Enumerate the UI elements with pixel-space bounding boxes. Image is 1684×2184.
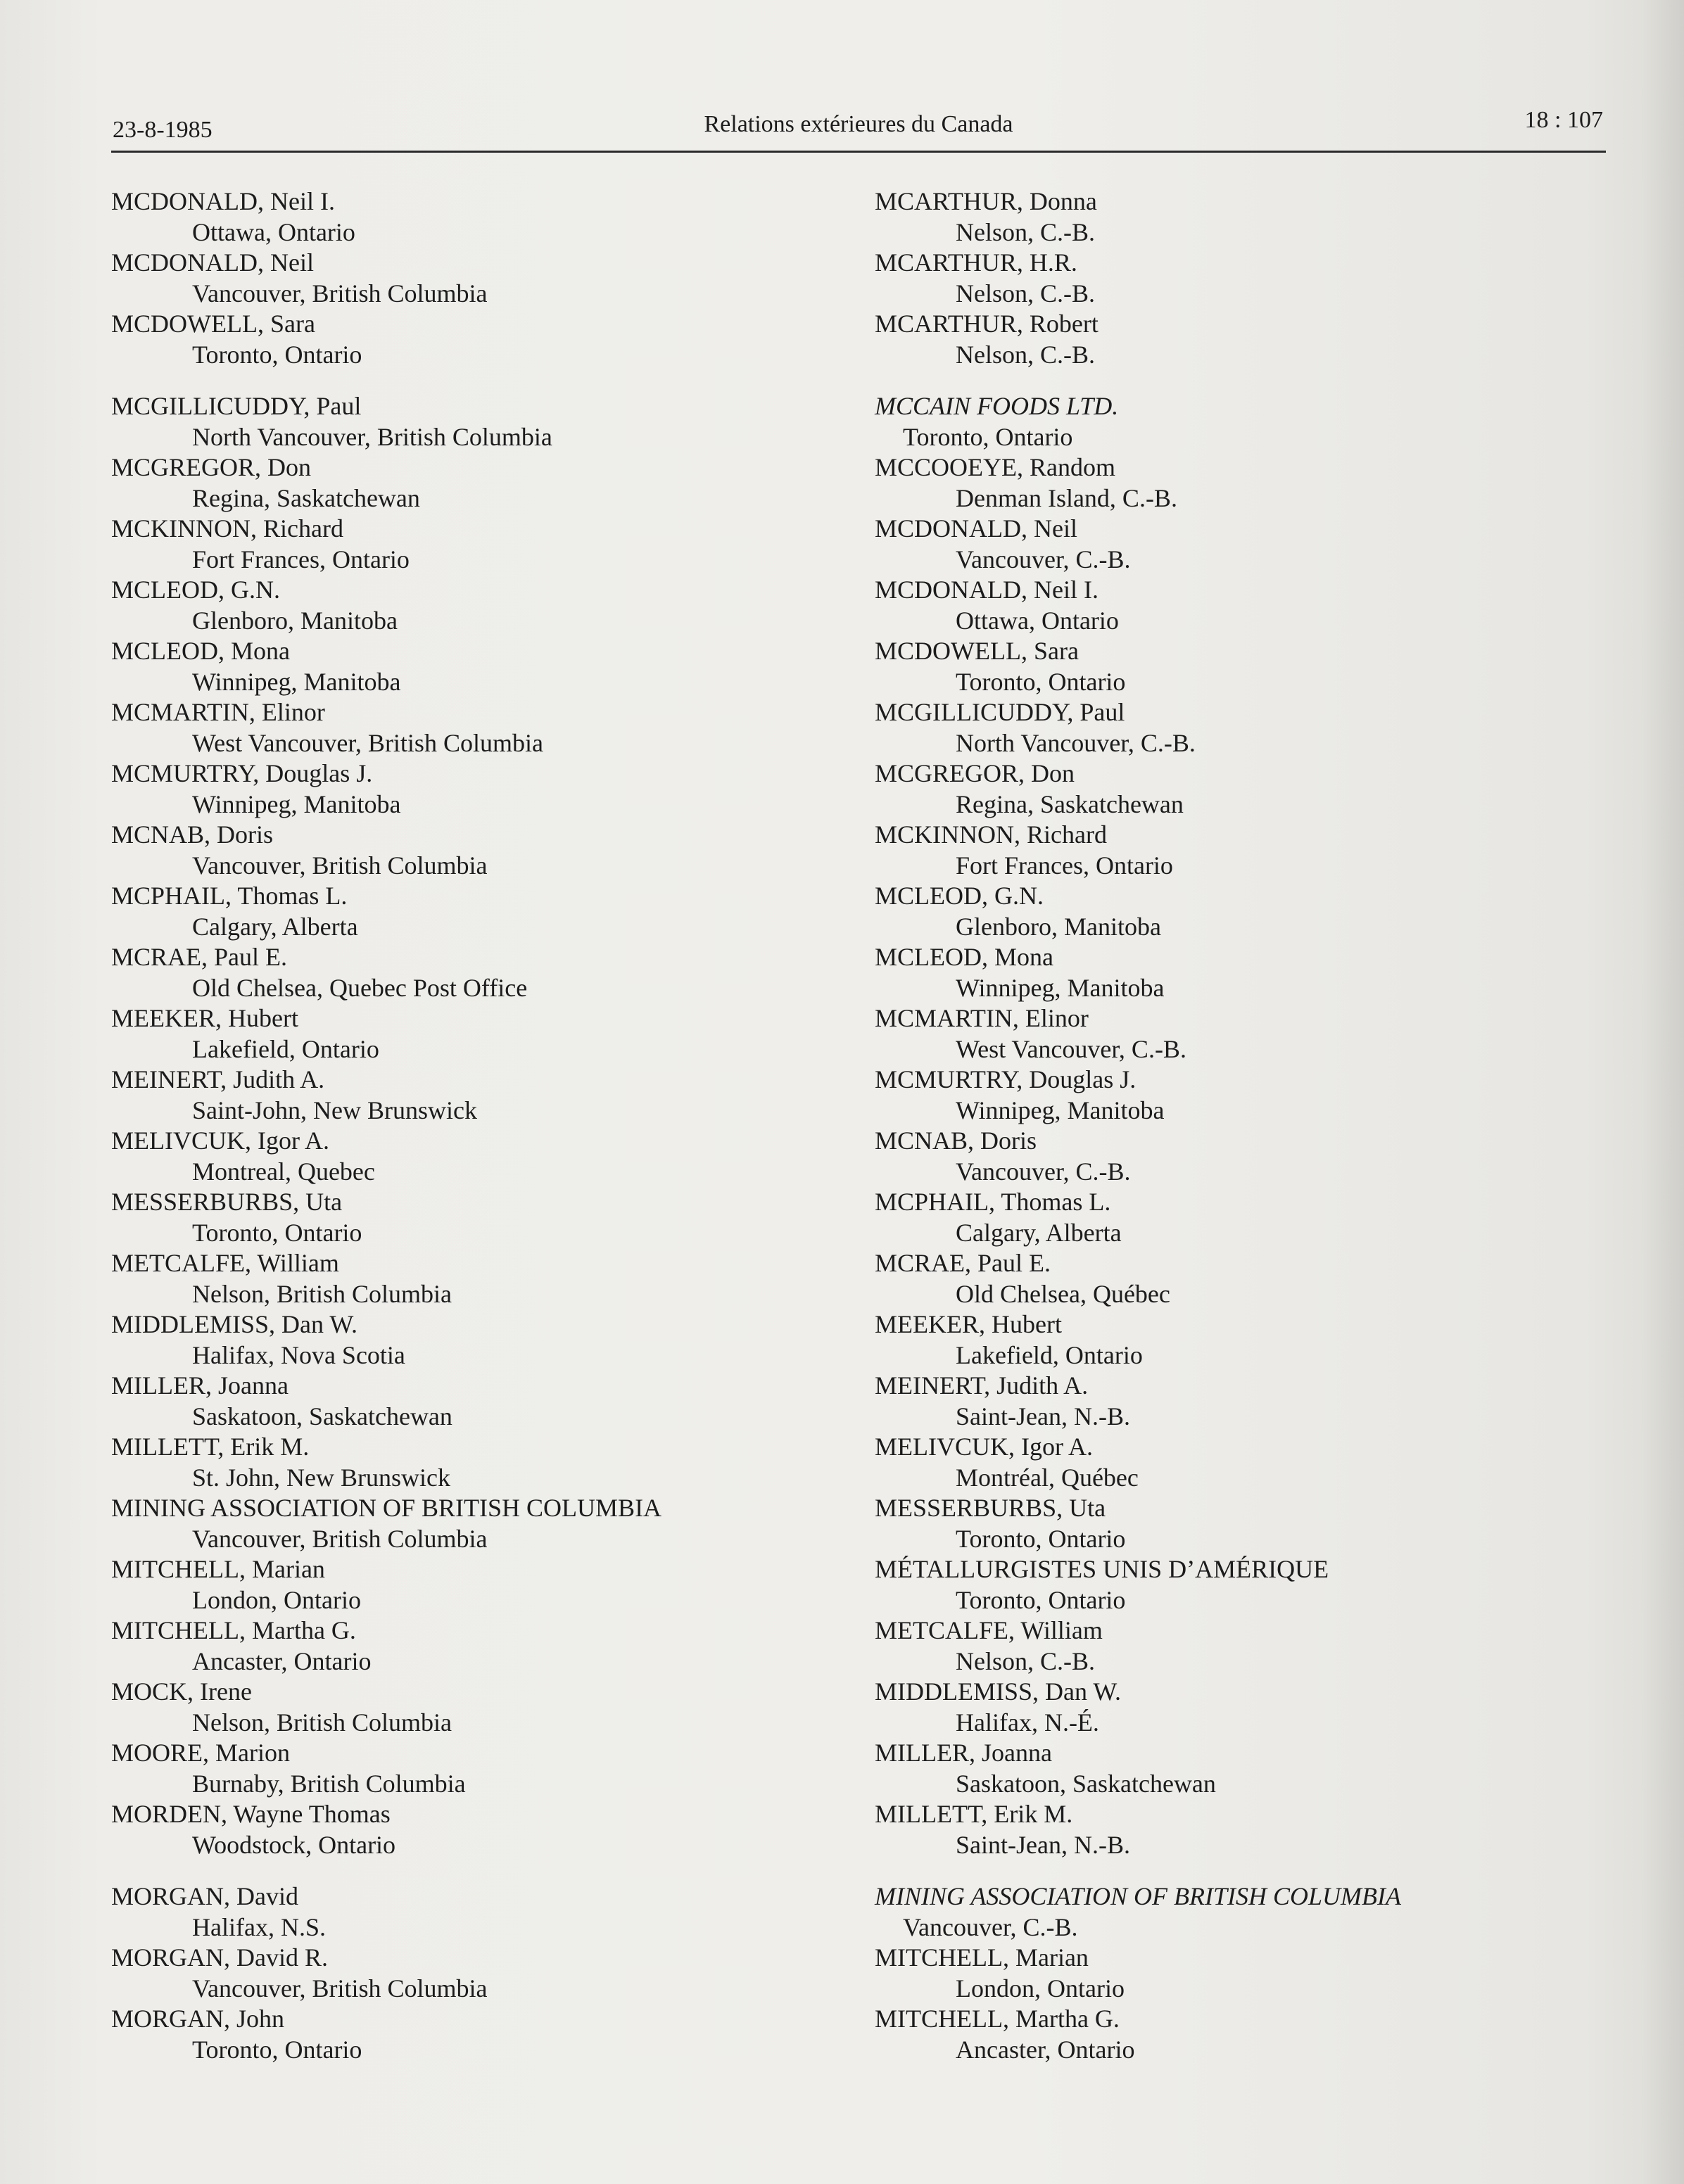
list-item <box>875 1615 1635 1677</box>
entry-name: MELIVCUK, Igor A. <box>111 1126 329 1155</box>
list-item <box>111 1432 871 1493</box>
entry-name: MINING ASSOCIATION OF BRITISH COLUMBIA <box>111 1494 662 1522</box>
entry-name: MIDDLEMISS, Dan W. <box>875 1677 1122 1706</box>
entry-location: Vancouver, C.-B. <box>956 545 1131 573</box>
entry-name: MCCOOEYE, Random <box>875 453 1115 481</box>
entry-location: Vancouver, British Columbia <box>192 851 488 880</box>
entry-location: Ottawa, Ontario <box>192 217 355 246</box>
entry-name: MORGAN, David <box>111 1882 298 1910</box>
entry-location: Winnipeg, Manitoba <box>192 789 401 818</box>
entry-location: Ottawa, Ontario <box>956 606 1119 635</box>
entry-location: Saint-John, New Brunswick <box>192 1096 477 1124</box>
entry-location: Ancaster, Ontario <box>192 1646 372 1675</box>
list-item <box>875 1677 1635 1738</box>
entry-location: Denman Island, C.-B. <box>956 483 1177 512</box>
list-item <box>875 1799 1635 1860</box>
entry-name: MCNAB, Doris <box>875 1126 1037 1155</box>
list-item <box>111 1493 871 1554</box>
entry-location: Calgary, Alberta <box>956 1218 1122 1247</box>
list-item <box>111 1187 871 1248</box>
entry-location: Toronto, Ontario <box>956 1524 1126 1553</box>
list-item <box>875 820 1635 881</box>
entry-name: METCALFE, William <box>111 1249 339 1277</box>
entry-name: MCRAE, Paul E. <box>875 1249 1051 1277</box>
entry-name: MEEKER, Hubert <box>875 1310 1062 1338</box>
entry-name: MORDEN, Wayne Thomas <box>111 1800 391 1828</box>
entry-name: MITCHELL, Martha G. <box>111 1616 356 1644</box>
list-item <box>875 1432 1635 1493</box>
entry-name: MILLETT, Erik M. <box>111 1433 310 1461</box>
entry-name: MIDDLEMISS, Dan W. <box>111 1310 358 1338</box>
list-item <box>111 1003 871 1065</box>
entry-location: Halifax, N.S. <box>192 1912 326 1941</box>
entry-location: Nelson, C.-B. <box>956 1646 1095 1675</box>
entry-name: MCLEOD, Mona <box>875 943 1053 971</box>
entry-location: Regina, Saskatchewan <box>192 483 420 512</box>
entry-location: Vancouver, British Columbia <box>192 1974 488 2002</box>
list-item <box>875 1493 1635 1554</box>
list-item <box>111 309 871 370</box>
list-item <box>111 1126 871 1187</box>
entry-location: Toronto, Ontario <box>192 1218 362 1247</box>
entry-name: MCNAB, Doris <box>111 820 274 849</box>
entry-location: West Vancouver, C.-B. <box>956 1034 1186 1063</box>
entry-location: Winnipeg, Manitoba <box>192 667 401 696</box>
entry-location: Winnipeg, Manitoba <box>956 973 1165 1002</box>
entry-location: Calgary, Alberta <box>192 912 358 941</box>
list-item <box>111 697 871 758</box>
list-item <box>875 1248 1635 1309</box>
list-item <box>111 391 871 452</box>
entry-location: London, Ontario <box>956 1974 1125 2002</box>
list-item <box>111 1943 871 2004</box>
page-header <box>111 107 1606 153</box>
entry-location: North Vancouver, British Columbia <box>192 422 552 451</box>
list-item <box>111 942 871 1003</box>
entry-name: MCGILLICUDDY, Paul <box>111 392 362 420</box>
entry-location: Lakefield, Ontario <box>956 1340 1143 1369</box>
list-item <box>111 1309 871 1371</box>
list-item <box>111 1881 871 1943</box>
entry-location: Glenboro, Manitoba <box>192 606 398 635</box>
entry-location: Nelson, C.-B. <box>956 279 1095 307</box>
entry-location: Halifax, Nova Scotia <box>192 1340 405 1369</box>
entry-name: MCCAIN FOODS LTD. <box>875 392 1119 420</box>
list-item <box>875 309 1635 370</box>
list-item <box>875 1309 1635 1371</box>
entry-location: Toronto, Ontario <box>956 667 1126 696</box>
list-item <box>875 1943 1635 2004</box>
list-item <box>875 942 1635 1003</box>
entry-name: MCDONALD, Neil I. <box>111 187 335 215</box>
entry-name: MCLEOD, Mona <box>111 637 290 665</box>
entry-location: Saint-Jean, N.-B. <box>956 1402 1130 1430</box>
list-item <box>111 1065 871 1126</box>
entry-name: MESSERBURBS, Uta <box>111 1188 343 1216</box>
entry-location: Nelson, British Columbia <box>192 1708 452 1737</box>
entry-name: MITCHELL, Marian <box>875 1943 1089 1972</box>
entry-location: Lakefield, Ontario <box>192 1034 379 1063</box>
entry-name: MCARTHUR, H.R. <box>875 248 1077 277</box>
list-item <box>875 697 1635 758</box>
list-item <box>111 758 871 820</box>
list-item <box>875 575 1635 636</box>
list-item <box>875 758 1635 820</box>
list-item <box>111 1799 871 1860</box>
entry-location: Old Chelsea, Quebec Post Office <box>192 973 528 1002</box>
entry-location: Nelson, C.-B. <box>956 340 1095 369</box>
list-item <box>111 514 871 575</box>
header-title: Relations extérieures du Canada <box>704 111 1013 137</box>
entry-location: Vancouver, British Columbia <box>192 279 488 307</box>
entry-location: Burnaby, British Columbia <box>192 1769 466 1798</box>
entry-location: Nelson, C.-B. <box>956 217 1095 246</box>
entry-name: MCGILLICUDDY, Paul <box>875 698 1125 726</box>
list-item <box>875 1371 1635 1432</box>
entry-location: Woodstock, Ontario <box>192 1830 396 1859</box>
list-item <box>875 1065 1635 1126</box>
list-item <box>875 1003 1635 1065</box>
entry-name: MCLEOD, G.N. <box>875 882 1044 910</box>
list-item <box>111 1371 871 1432</box>
entry-name: MCRAE, Paul E. <box>111 943 288 971</box>
entry-location: Ancaster, Ontario <box>956 2035 1135 2064</box>
entry-name: MCARTHUR, Donna <box>875 187 1097 215</box>
list-item <box>111 575 871 636</box>
entry-name: MCLEOD, G.N. <box>111 576 280 604</box>
entry-location: Saskatoon, Saskatchewan <box>192 1402 452 1430</box>
entry-location: Vancouver, C.-B. <box>903 1912 1078 1941</box>
list-item <box>111 881 871 942</box>
entry-name: MCKINNON, Richard <box>111 514 343 542</box>
entry-name: MCDONALD, Neil <box>111 248 314 277</box>
entry-name: MEINERT, Judith A. <box>875 1371 1089 1399</box>
entry-location: Montreal, Quebec <box>192 1157 375 1186</box>
entry-location: Nelson, British Columbia <box>192 1279 452 1308</box>
list-item <box>875 881 1635 942</box>
entry-location: Fort Frances, Ontario <box>956 851 1173 880</box>
entry-name: MITCHELL, Marian <box>111 1555 325 1583</box>
list-item <box>875 248 1635 309</box>
entry-name: MEEKER, Hubert <box>111 1004 298 1032</box>
list-item <box>111 1677 871 1738</box>
entry-location: West Vancouver, British Columbia <box>192 728 543 757</box>
entry-location: Montréal, Québec <box>956 1463 1139 1492</box>
entry-location: Toronto, Ontario <box>956 1585 1126 1614</box>
entry-name: MCARTHUR, Robert <box>875 310 1099 338</box>
entry-location: Toronto, Ontario <box>192 2035 362 2064</box>
list-item <box>875 452 1635 514</box>
list-item <box>875 1554 1635 1615</box>
list-item <box>875 391 1635 452</box>
list-item <box>111 1554 871 1615</box>
entry-name: MINING ASSOCIATION OF BRITISH COLUMBIA <box>875 1882 1401 1910</box>
list-item <box>111 636 871 697</box>
entry-name: MCPHAIL, Thomas L. <box>875 1188 1111 1216</box>
list-item <box>111 186 871 248</box>
list-item <box>875 636 1635 697</box>
entry-name: MCMARTIN, Elinor <box>875 1004 1089 1032</box>
entry-location: Old Chelsea, Québec <box>956 1279 1170 1308</box>
entry-name: MOORE, Marion <box>111 1739 290 1767</box>
entry-location: Saskatoon, Saskatchewan <box>956 1769 1216 1798</box>
entry-location: North Vancouver, C.-B. <box>956 728 1196 757</box>
right-column <box>875 186 1635 2065</box>
list-item <box>875 1881 1635 1943</box>
entry-name: MEINERT, Judith A. <box>111 1065 325 1093</box>
entry-name: MILLETT, Erik M. <box>875 1800 1073 1828</box>
entry-location: Toronto, Ontario <box>903 422 1073 451</box>
entry-location: London, Ontario <box>192 1585 361 1614</box>
list-item <box>111 248 871 309</box>
list-item <box>111 820 871 881</box>
entry-name: MCPHAIL, Thomas L. <box>111 882 348 910</box>
list-item <box>111 2004 871 2065</box>
entry-name: MCDOWELL, Sara <box>875 637 1079 665</box>
entry-name: METCALFE, William <box>875 1616 1103 1644</box>
list-item <box>875 2004 1635 2065</box>
list-item <box>875 514 1635 575</box>
list-item <box>111 1248 871 1309</box>
list-item <box>875 1738 1635 1799</box>
entry-location: Glenboro, Manitoba <box>956 912 1161 941</box>
entry-location: Vancouver, British Columbia <box>192 1524 488 1553</box>
left-column <box>111 186 871 2065</box>
entry-name: MOCK, Irene <box>111 1677 252 1706</box>
entry-name: MCGREGOR, Don <box>111 453 312 481</box>
entry-name: MCMURTRY, Douglas J. <box>875 1065 1137 1093</box>
entry-name: MCDONALD, Neil <box>875 514 1077 542</box>
list-item <box>111 1738 871 1799</box>
entry-name: MCDONALD, Neil I. <box>875 576 1099 604</box>
header-page-number: 18 : 107 <box>1524 107 1603 133</box>
entry-name: MITCHELL, Martha G. <box>875 2005 1120 2033</box>
entry-location: Regina, Saskatchewan <box>956 789 1184 818</box>
entry-name: MILLER, Joanna <box>875 1739 1052 1767</box>
entry-name: MORGAN, John <box>111 2005 285 2033</box>
entry-location: St. John, New Brunswick <box>192 1463 450 1492</box>
entry-location: Vancouver, C.-B. <box>956 1157 1131 1186</box>
entry-name: MCKINNON, Richard <box>875 820 1107 849</box>
page-spine-shadow <box>1642 0 1684 2184</box>
header-date: 23-8-1985 <box>113 117 213 143</box>
entry-location: Halifax, N.-É. <box>956 1708 1099 1737</box>
entry-location: Saint-Jean, N.-B. <box>956 1830 1130 1859</box>
entry-name: MELIVCUK, Igor A. <box>875 1433 1093 1461</box>
list-item <box>111 452 871 514</box>
entry-location: Toronto, Ontario <box>192 340 362 369</box>
entry-name: MORGAN, David R. <box>111 1943 329 1972</box>
entry-name: MCDOWELL, Sara <box>111 310 315 338</box>
entry-name: MESSERBURBS, Uta <box>875 1494 1106 1522</box>
entry-name: MILLER, Joanna <box>111 1371 289 1399</box>
list-item <box>875 1126 1635 1187</box>
entry-name: MCGREGOR, Don <box>875 759 1075 787</box>
list-item <box>111 1615 871 1677</box>
entry-name: MCMARTIN, Elinor <box>111 698 325 726</box>
entry-location: Fort Frances, Ontario <box>192 545 410 573</box>
entry-name: MCMURTRY, Douglas J. <box>111 759 373 787</box>
entry-name: MÉTALLURGISTES UNIS D’AMÉRIQUE <box>875 1555 1329 1583</box>
list-item <box>875 1187 1635 1248</box>
list-item <box>875 186 1635 248</box>
entry-location: Winnipeg, Manitoba <box>956 1096 1165 1124</box>
